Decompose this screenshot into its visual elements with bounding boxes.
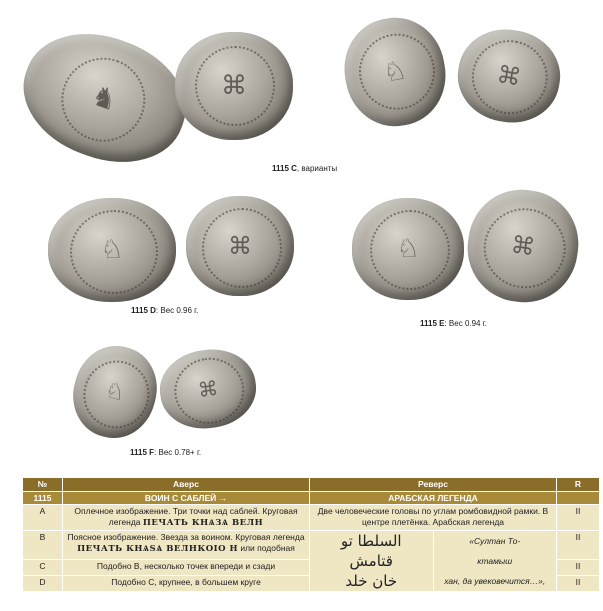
- header-reverse: Реверс: [310, 478, 557, 492]
- variant-id: A: [23, 505, 63, 531]
- coin-1115c-a-reverse: [175, 32, 293, 140]
- warrior-glyph: ♘: [380, 55, 410, 89]
- obverse-legend: ПЕЧАТЬ КНѦЅѦ ВЕЛНКОІО Н: [77, 544, 238, 554]
- header-number: №: [23, 478, 63, 492]
- coin-1115e-reverse: [461, 183, 586, 309]
- variant-id: B: [23, 531, 63, 560]
- type-rarity: [557, 492, 600, 505]
- variant-id: D: [23, 576, 63, 592]
- rarity: II: [557, 505, 600, 531]
- arabic-legend: السلطا تو قتامش خان خلد: [340, 532, 402, 590]
- coin-1115c-b-reverse: [451, 22, 567, 130]
- table-header-row: [23, 478, 600, 492]
- obverse-description: Подобно С, крупнее, в большем круге: [63, 576, 310, 592]
- caption-1115e: 1115 E: Вес 0.94 г.: [420, 319, 487, 328]
- obverse-description: Оплечное изображение. Три точки над саблей. Круговая легенда ПЕЧАТЬ КНѦЗѦ ВЕЛН: [63, 505, 310, 531]
- caption-1115d: 1115 D: Вес 0.96 г.: [131, 306, 199, 315]
- warrior-glyph: ♘: [396, 234, 420, 264]
- type-obverse: ВОИН С САБЛЕЙ →: [63, 492, 310, 505]
- caption-1115c: 1115 С, варианты: [272, 164, 338, 173]
- coin-1115c-b-obverse: [336, 10, 453, 134]
- reverse-description: Две человеческие головы по углам ромбовидной рамки. В центре плетёнка. Арабская легенда: [310, 505, 557, 531]
- rarity: II: [557, 531, 600, 560]
- header-obverse: Аверс: [63, 478, 310, 492]
- obverse-description: Поясное изображение. Звезда за воином. Круговая легенда ПЕЧАТЬ КНѦЅѦ ВЕЛНКОІО Н или подобная: [63, 531, 310, 560]
- coin-1115e-obverse: [352, 198, 464, 300]
- warrior-glyph: ♘: [102, 377, 128, 407]
- catalogue-table: [22, 477, 600, 592]
- coin-1115d-obverse: [48, 198, 176, 302]
- reverse-legend-cell: [310, 531, 557, 592]
- lattice-glyph: ⌘: [221, 71, 247, 101]
- lattice-glyph: ⌘: [509, 230, 537, 262]
- rider-glyph: ♞: [87, 78, 122, 118]
- lattice-glyph: ⌘: [494, 60, 524, 92]
- variant-id: C: [23, 560, 63, 576]
- table-row: [23, 505, 600, 531]
- lattice-glyph: ⌘: [196, 375, 220, 403]
- caption-1115f: 1115 F: Вес 0.78+ г.: [130, 448, 202, 457]
- legend-translation: «Султан То- ктамыш хан, да увековечится…»,: [433, 531, 557, 591]
- obverse-description: Подобно B, несколько точек впереди и сзади: [63, 560, 310, 576]
- obverse-legend: ПЕЧАТЬ КНѦЗѦ ВЕЛН: [142, 518, 264, 528]
- type-number: 1115: [23, 492, 63, 505]
- coin-1115f-obverse: [63, 337, 166, 447]
- header-rarity: R: [557, 478, 600, 492]
- type-row: [23, 492, 600, 505]
- table-row: [23, 531, 600, 560]
- rarity: II: [557, 576, 600, 592]
- coin-1115c-a-obverse: [6, 13, 202, 182]
- lattice-glyph: ⌘: [228, 232, 252, 260]
- coin-1115f-reverse: [155, 344, 261, 435]
- coin-1115d-reverse: [186, 196, 294, 296]
- warrior-glyph: ♘: [100, 235, 124, 265]
- type-reverse: АРАБСКАЯ ЛЕГЕНДА: [310, 492, 557, 505]
- rarity: II: [557, 560, 600, 576]
